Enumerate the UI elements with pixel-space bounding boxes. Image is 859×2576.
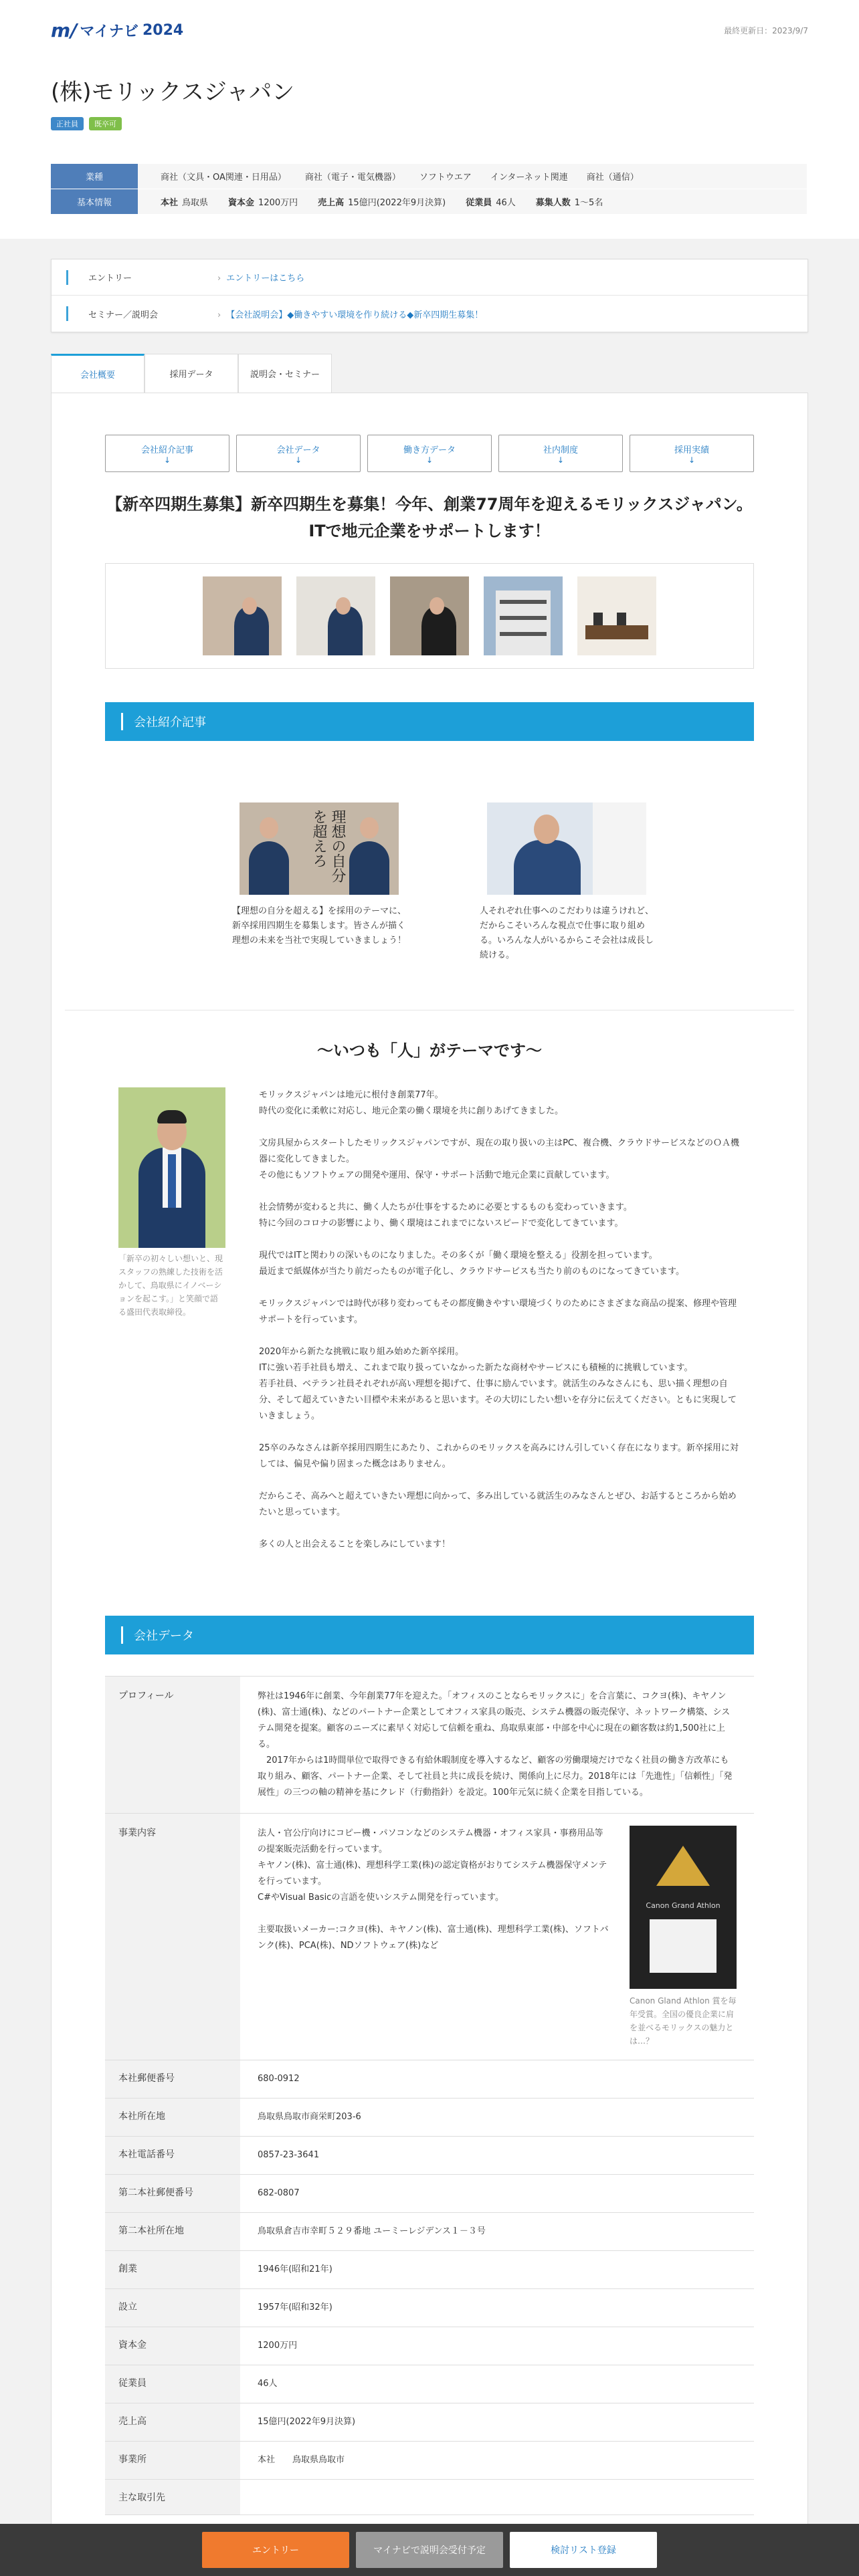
article-card[interactable] xyxy=(232,802,406,963)
industry-label: 業種 xyxy=(51,164,138,189)
entry-box xyxy=(51,259,808,332)
award-image xyxy=(630,1826,737,1989)
theme-photo-block xyxy=(118,1087,225,1569)
arrow-down-icon: ↓ xyxy=(688,455,696,465)
award-image-text: Canon Grand Athlon xyxy=(646,1901,721,1910)
data-row xyxy=(105,2442,754,2480)
nav-systems-button[interactable]: 社内制度 ↓ xyxy=(498,435,623,472)
theme-title: 〜いつも「人」がテーマです〜 xyxy=(317,1041,542,1060)
logo-text: マイナビ xyxy=(80,23,138,40)
theme-paragraph: だからこそ、高みへと超えていきたい理想に向かって、多み出している就活生のみなさんとぜひ、お話するところから始めたいと思っています。 xyxy=(259,1491,737,1517)
data-row xyxy=(105,2213,754,2251)
nav-company-data-button[interactable]: 会社データ ↓ xyxy=(236,435,361,472)
photo-thumbnail[interactable] xyxy=(296,576,375,655)
data-value: 1200万円 xyxy=(258,2341,298,2351)
entry-label: エントリー xyxy=(66,270,217,285)
article-image-text: 理想の自分を超えろ xyxy=(310,809,346,883)
data-label: 従業員 xyxy=(105,2365,240,2403)
photo-thumbnail[interactable] xyxy=(484,576,563,655)
data-label: 設立 xyxy=(105,2289,240,2327)
site-header xyxy=(0,0,859,60)
theme-paragraph: 文房具屋からスタートしたモリックスジャパンですが、現在の取り扱いの主はPC、複合機、クラウドサービスなどのＯＡ機器に変化してきました。 その他にもソフトウェアの開発や運用、保守・サポート活動で地元企業に貢献しています。 xyxy=(259,1138,740,1180)
data-value: 本社 鳥取県鳥取市 xyxy=(258,2455,345,2465)
data-value: 弊社は1946年に創業、今年創業77年を迎えた。「オフィスのことならモリックスに」を合言葉に、コクヨ(株)、キヤノン(株)、富士通(株)、などのパートナー企業としてオフィス家具の販売、システム機器の販売保守、ネットワーク構築、システム開発を提案。顧客のニーズに素早く対応して信頼を重ね、鳥取県東部・中部を中心に現在の顧客数は約1,500社に上る。 2017年からは1時間単位で取得できる有給休暇制度を導入するなど、顧客の労働環境だけでなく社員の働き方改革にも取り組み、顧客、パートナー企業、そして社員と共に成長を続け、関係向上に尽力。2018年には「先進性」「信頼性」「発展性」の三つの軸の精神を基にクレド（行動指針）を設定。100年元気に続く企業を目指している。 xyxy=(258,1691,733,1798)
section-heading-articles: 会社紹介記事 xyxy=(105,702,754,741)
data-value: 15億円(2022年9月決算) xyxy=(258,2417,356,2427)
tag-graduate-ok: 既卒可 xyxy=(89,117,122,130)
main-content xyxy=(51,393,808,2543)
data-value: 1957年(昭和32年) xyxy=(258,2302,332,2313)
entry-button[interactable]: エントリー xyxy=(202,2532,349,2568)
theme-paragraph: モリックスジャパンでは時代が移り変わってもその都度働きやすい環境づくりのためにさまざまな商品の提案、修理や管理サポートを行っています。 xyxy=(259,1299,737,1325)
data-value: 46人 xyxy=(258,2379,278,2389)
theme-text xyxy=(259,1087,741,1569)
industry-item: 商社（電子・電気機器） xyxy=(304,173,401,183)
basic-info-item: 売上高 15億円(2022年9月決算) xyxy=(318,198,446,208)
article-list xyxy=(232,802,754,963)
data-row xyxy=(105,2137,754,2175)
entry-row xyxy=(52,259,807,296)
article-card[interactable] xyxy=(480,802,654,963)
bottom-action-bar xyxy=(0,2524,859,2576)
employment-tags xyxy=(51,117,808,130)
arrow-down-icon: ↓ xyxy=(294,455,302,465)
photo-strip xyxy=(105,563,754,669)
arrow-down-icon: ↓ xyxy=(425,455,434,465)
business-text: 法人・官公庁向けにコピー機・パソコンなどのシステム機器・オフィス家具・事務用品等の提案販売活動を行っています。 キヤノン(株)、富士通(株)、理想科学工業(株)の認定資格がおりてシステム機器保守メンテを行っています。 C#やVisual Basicの言語を使いシステム開発を行っています。 主要取扱いメーカー:コクヨ(株)、キヤノン(株)、富士通(株)、理想科学工業(株)、ソフトバンク(株)、PCA(株)、NDソフトウェア(株)など xyxy=(258,1828,609,1951)
section-nav xyxy=(105,435,754,472)
data-row xyxy=(105,2060,754,2099)
tab-seminars[interactable]: 説明会・セミナー xyxy=(238,354,332,393)
data-label: 本社所在地 xyxy=(105,2099,240,2136)
company-info-table xyxy=(51,164,807,215)
basic-info-item: 資本金 1200万円 xyxy=(228,198,298,208)
arrow-down-icon: ↓ xyxy=(163,455,171,465)
industry-item: ソフトウエア xyxy=(419,173,472,183)
catch-copy: 【新卒四期生募集】新卒四期生を募集！今年、創業77周年を迎えるモリックスジャパン。ITで地元企業をサポートします！ xyxy=(106,495,753,540)
industry-list xyxy=(138,170,639,183)
theme-paragraph: 2020年から新たな挑戦に取り組み始めた新卒採用。 ITに強い若手社員も増え、これまで取り扱っていなかった新たな商材やサービスにも積極的に挑戦しています。 若手社員、ベテラン社員それぞれが高い理想を掲げて、仕事に励んでいます。就活生のみなさんにも、思い描く理想の自分、そして超えていきたい目標や未来があると思います。その大切にしたい想いを存分に伝えてください。ともに実現していきましょう。 xyxy=(259,1347,737,1421)
photo-thumbnail[interactable] xyxy=(203,576,282,655)
theme-paragraph: モリックスジャパンは地元に根付き創業77年。 時代の変化に柔軟に対応し、地元企業の働く環境を共に創りあげてきました。 xyxy=(259,1090,564,1116)
industry-item: 商社（文具・OA関連・日用品） xyxy=(161,173,286,183)
data-label: 事業所 xyxy=(105,2442,240,2479)
data-value: 鳥取県倉吉市幸町５２９番地 ユーミーレジデンス１－３号 xyxy=(258,2226,486,2236)
data-row xyxy=(105,2175,754,2213)
basic-info-label: 基本情報 xyxy=(51,189,138,214)
logo-mark-icon: m/ xyxy=(51,19,78,41)
nav-workstyle-button[interactable]: 働き方データ ↓ xyxy=(367,435,492,472)
data-value xyxy=(240,2480,754,2514)
award-caption: Canon Gland Athlon 賞を毎年受賞。全国の優良企業に肩を並べるモリックスの魅力とは…？ xyxy=(630,1996,737,2046)
company-header xyxy=(0,60,859,239)
seminar-schedule-button[interactable]: マイナビで説明会受付予定 xyxy=(356,2532,503,2568)
tab-recruitment-data[interactable]: 採用データ xyxy=(145,354,238,393)
data-row xyxy=(105,2289,754,2327)
tab-company-overview[interactable]: 会社概要 xyxy=(51,354,145,393)
theme-section xyxy=(118,1087,754,1569)
ceo-photo xyxy=(118,1087,225,1248)
theme-paragraph: 社会情勢が変わると共に、働く人たちが仕事をするために必要とするものも変わっていきます。 特に今回のコロナの影響により、働く環境はこれまでにないスピードで変化してきています。 xyxy=(259,1202,632,1228)
industry-item: 商社（通信） xyxy=(586,173,639,183)
data-value: 鳥取県鳥取市商栄町203-6 xyxy=(258,2112,361,2122)
data-row xyxy=(105,2480,754,2515)
last-updated: 最終更新日：2023/9/7 xyxy=(724,25,808,35)
data-label: 創業 xyxy=(105,2251,240,2288)
data-label: 本社郵便番号 xyxy=(105,2060,240,2098)
data-value: 0857-23-3641 xyxy=(258,2150,320,2160)
entry-link[interactable]: › エントリーはこちら xyxy=(217,271,304,284)
mynavi-logo[interactable] xyxy=(51,19,183,41)
seminar-label: セミナー／説明会 xyxy=(66,306,217,321)
nav-hiring-record-button[interactable]: 採用実績 ↓ xyxy=(630,435,754,472)
seminar-link[interactable]: › 【会社説明会】◆働きやすい環境を作り続ける◆新卒四期生募集！ xyxy=(217,308,483,320)
seminar-row xyxy=(52,296,807,332)
article-summary: 人それぞれ仕事へのこだわりは違うけれど、だからこそいろんな視点で仕事に取り組める。いろんな人がいるからこそ会社は成長し続ける。 xyxy=(480,906,654,960)
tag-fulltime: 正社員 xyxy=(51,117,84,130)
nav-articles-button[interactable]: 会社紹介記事 ↓ xyxy=(105,435,229,472)
basic-info-list xyxy=(138,195,603,208)
ceo-photo-caption: 「新卒の初々しい想いと、現スタッフの熟練した技術を活かして、鳥取県にイノベーションを起こす。」と笑顔で語る盛田代表取締役。 xyxy=(118,1254,223,1317)
theme-paragraph: 多くの人と出会えることを楽しみにしています！ xyxy=(259,1539,451,1549)
logo-year: 2024 xyxy=(142,21,184,39)
basic-info-item: 募集人数 1〜5名 xyxy=(535,198,603,208)
data-row xyxy=(105,2365,754,2403)
tab-bar xyxy=(51,354,808,393)
data-row-profile xyxy=(105,1677,754,1814)
data-row xyxy=(105,2327,754,2365)
basic-info-item: 本社 鳥取県 xyxy=(161,198,209,208)
article-summary: 【理想の自分を超える】を採用のテーマに、新卒採用四期生を募集します。皆さんが描く理想の未来を当社で実現していきましょう！ xyxy=(232,906,407,946)
data-value: 680-0912 xyxy=(258,2074,300,2084)
data-label: 主な取引先 xyxy=(105,2480,240,2514)
data-label: 資本金 xyxy=(105,2327,240,2365)
data-label: 売上高 xyxy=(105,2403,240,2441)
data-row xyxy=(105,2403,754,2442)
data-row xyxy=(105,2251,754,2289)
industry-item: インターネット関連 xyxy=(490,173,568,183)
data-label: 第二本社所在地 xyxy=(105,2213,240,2250)
data-row xyxy=(105,2099,754,2137)
article-image xyxy=(240,802,399,895)
company-data-table xyxy=(105,1676,754,2515)
data-label: 第二本社郵便番号 xyxy=(105,2175,240,2212)
data-row-business xyxy=(105,1814,754,2060)
theme-paragraph: 25卒のみなさんは新卒採用四期生にあたり、これからのモリックスを高みにけん引していく存在になります。新卒採用に対しては、偏見や偏り固まった概念はありません。 xyxy=(259,1443,739,1469)
article-image xyxy=(487,802,646,895)
basic-info-row xyxy=(51,189,807,215)
data-value: 682-0807 xyxy=(258,2188,300,2198)
data-label: プロフィール xyxy=(105,1677,240,1813)
company-name: (株)モリックスジャパン xyxy=(51,79,295,106)
industry-row xyxy=(51,164,807,189)
data-value xyxy=(240,1814,754,2060)
basic-info-item: 従業員 46人 xyxy=(466,198,516,208)
arrow-down-icon: ↓ xyxy=(557,455,565,465)
section-heading-company-data: 会社データ xyxy=(105,1616,754,1654)
photo-thumbnail[interactable] xyxy=(390,576,469,655)
photo-thumbnail[interactable] xyxy=(577,576,656,655)
data-value: 1946年(昭和21年) xyxy=(258,2264,332,2274)
data-label: 事業内容 xyxy=(105,1814,240,2060)
data-label: 本社電話番号 xyxy=(105,2137,240,2174)
theme-paragraph: 現代ではITと関わりの深いものになりました。その多くが「働く環境を整える」役割を担っています。 最近まで紙媒体が当たり前だったものが電子化し、クラウドサービスも当たり前のものになってきています。 xyxy=(259,1251,684,1277)
add-to-list-button[interactable]: 検討リスト登録 xyxy=(510,2532,657,2568)
